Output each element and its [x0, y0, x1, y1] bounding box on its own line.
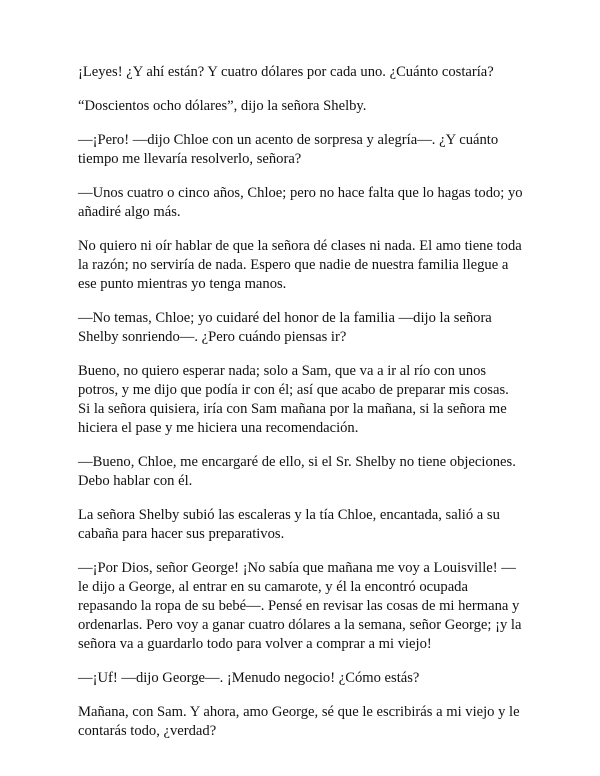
paragraph: ¡Leyes! ¿Y ahí están? Y cuatro dólares por cada uno. ¿Cuánto costaría? — [78, 64, 494, 80]
paragraph: —¡Uf! —dijo George—. ¡Menudo negocio! ¿Cómo estás? — [78, 670, 420, 686]
paragraph: —Unos cuatro o cinco años, Chloe; pero no hace falta que lo hagas todo; yo añadiré algo más. — [78, 185, 523, 220]
paragraph: —¡Pero! —dijo Chloe con un acento de sorpresa y alegría—. ¿Y cuánto tiempo me llevaría resolverlo, señora? — [78, 132, 499, 167]
paragraph: Bueno, no quiero esperar nada; solo a Sam, que va a ir al río con unos potros, y me dijo que podía ir con él; así que acabo de preparar mis cosas. Si la señora quisiera, iría con Sam mañana por la mañana, si la señora me hiciera el pase y me hiciera una recomendación. — [78, 363, 509, 436]
paragraph: “Doscientos ocho dólares”, dijo la señora Shelby. — [78, 98, 367, 114]
paragraph: —¡Por Dios, señor George! ¡No sabía que mañana me voy a Louisville! — le dijo a George, al entrar en su camarote, y él la encontró ocupada repasando la ropa de su bebé—. Pensé en revisar las cosas de mi hermana y ordenarlas. Pero voy a ganar cuatro dólares a la semana, señor George; ¡y la señora va a guardarlo todo para volver a comprar a mi viejo! — [78, 560, 522, 652]
paragraph: No quiero ni oír hablar de que la señora dé clases ni nada. El amo tiene toda la razón; no serviría de nada. Espero que nadie de nuestra familia llegue a ese punto mientras yo tenga manos. — [78, 238, 522, 292]
paragraph: —No temas, Chloe; yo cuidaré del honor de la familia —dijo la señora Shelby sonriendo—. ¿Pero cuándo piensas ir? — [78, 310, 492, 345]
paragraph: —Bueno, Chloe, me encargaré de ello, si el Sr. Shelby no tiene objeciones. Debo hablar con él. — [78, 454, 516, 489]
paragraph: La señora Shelby subió las escaleras y la tía Chloe, encantada, salió a su cabaña para hacer sus preparativos. — [78, 507, 500, 542]
paragraph: Mañana, con Sam. Y ahora, amo George, sé que le escribirás a mi viejo y le contarás todo, ¿verdad? — [78, 704, 520, 739]
